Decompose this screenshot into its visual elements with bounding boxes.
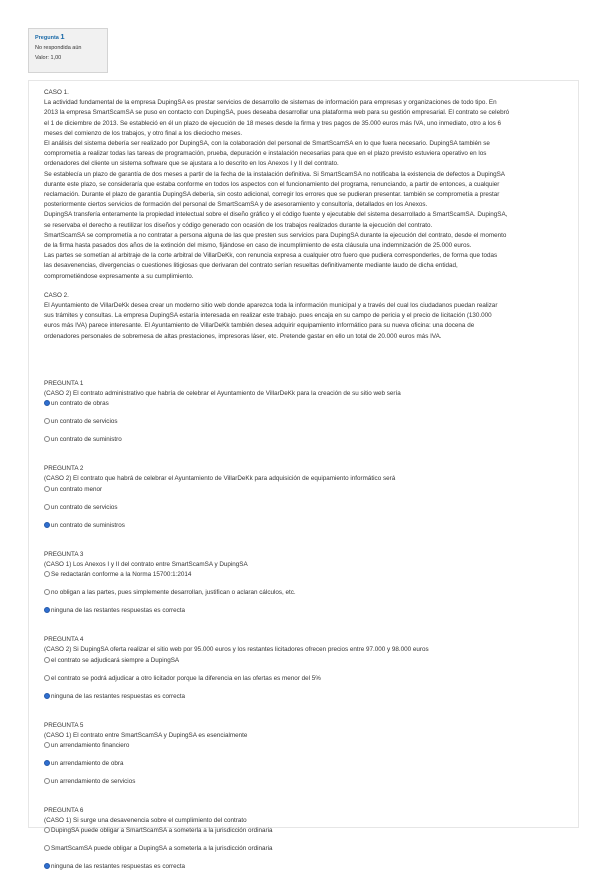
- paragraph-line: 2013 la empresa SmartScamSA se puso en contacto con DupingSA, pues deseaba desarrollar una plataforma web para su gestión empresarial. El contrato se celebró: [44, 109, 510, 117]
- case-1-text: [44, 98, 564, 282]
- paragraph-line: ordenadores del cliente un sistema software que se ajustara a lo descrito en los Anexos I y II del contrato.: [44, 160, 339, 168]
- question-title: PREGUNTA 5: [44, 721, 84, 729]
- paragraph-line: La actividad fundamental de la empresa DupingSA es prestar servicios de desarrollo de sistemas de información para empresas y organizaciones de todo tipo. En: [44, 99, 497, 107]
- answer-option-label: ninguna de las restantes respuestas es correcta: [51, 692, 186, 700]
- answer-option-label: un contrato de servicios: [51, 503, 118, 511]
- question-content: [44, 88, 564, 880]
- question-block: [44, 806, 564, 880]
- question-block: [44, 721, 564, 795]
- radio-icon[interactable]: [44, 571, 50, 577]
- question-title: PREGUNTA 2: [44, 465, 84, 473]
- answer-option-label: un arrendamiento de obra: [51, 759, 124, 767]
- answer-option-label: un contrato de obras: [51, 400, 109, 408]
- answer-option-label: un contrato menor: [51, 485, 103, 493]
- radio-icon[interactable]: [44, 675, 50, 681]
- question-text: (CASO 1) El contrato entre SmartScamSA y DupingSA es esencialmente: [44, 731, 248, 739]
- question-label: Pregunta: [35, 35, 59, 41]
- question-status: No respondida aún: [35, 45, 82, 52]
- radio-selected-icon[interactable]: [44, 863, 50, 869]
- answer-option-label: ninguna de las restantes respuestas es correcta: [51, 863, 186, 871]
- answer-option[interactable]: [44, 759, 564, 777]
- answer-option[interactable]: [44, 503, 564, 521]
- answer-option-label: un arrendamiento de servicios: [51, 777, 136, 785]
- answer-option-label: el contrato se podrá adjudicar a otro licitador porque la diferencia en las ofertas es menor del 5%: [51, 674, 321, 682]
- question-block: [44, 550, 564, 624]
- answer-option-label: el contrato se adjudicará siempre a DupingSA: [51, 656, 180, 664]
- paragraph-line: el 1 de diciembre de 2013. Se estableció en él un plazo de ejecución de 18 meses desde la firma y tres pagos de 35.000 euros más IVA, uno inmediato, otro a los 6: [44, 119, 502, 127]
- radio-icon[interactable]: [44, 589, 50, 595]
- paragraph-line: se reservaba el derecho a reutilizar los diseños y código generado con ocasión de los trabajos realizados durante la ejecución del contrato.: [44, 221, 433, 229]
- answer-option[interactable]: [44, 521, 564, 539]
- paragraph-line: euros más IVA) parece interesante. El Ayuntamiento de VillarDeKk también desea adquirir equipamiento informático para su nueva oficina: una docena de: [44, 322, 475, 330]
- radio-icon[interactable]: [44, 827, 50, 833]
- answer-option[interactable]: [44, 485, 564, 503]
- answer-option[interactable]: [44, 777, 564, 795]
- questions-list: [44, 342, 564, 880]
- answer-option-label: DupingSA puede obligar a SmartScamSA a someterla a la jurisdicción ordinaria: [51, 827, 273, 835]
- answer-option[interactable]: [44, 656, 564, 674]
- answer-option-label: SmartScamSA puede obligar a DupingSA a someterla a la jurisdicción ordinaria: [51, 845, 273, 853]
- paragraph-line: meses del comienzo de los trabajos, y otro final a los dieciocho meses.: [44, 129, 243, 137]
- question-title: PREGUNTA 1: [44, 379, 84, 387]
- question-block: [44, 635, 564, 709]
- question-number: [35, 32, 107, 43]
- answer-option[interactable]: [44, 570, 564, 588]
- radio-icon[interactable]: [44, 778, 50, 784]
- radio-icon[interactable]: [44, 845, 50, 851]
- paragraph-line: de la firma hasta pasados dos años de la extinción del mismo, fijándose en caso de incumplimiento de esta cláusula una indemnización de 25.000 euros.: [44, 242, 472, 250]
- paragraph-line: Las partes se sometían al arbitraje de la corte arbitral de VillarDeKk, con renuncia expresa a cualquier otro fuero que pudiera corresponderles, de forma que todas: [44, 252, 498, 260]
- radio-selected-icon[interactable]: [44, 607, 50, 613]
- radio-icon[interactable]: [44, 657, 50, 663]
- question-text: (CASO 2) Si DupingSA oferta realizar el sitio web por 95.000 euros y los restantes licitadores ofrecen precios entre 97.000 y 98.000 euros: [44, 646, 429, 654]
- answer-option-label: un contrato de servicios: [51, 418, 118, 426]
- radio-selected-icon[interactable]: [44, 693, 50, 699]
- question-text: (CASO 1) Los Anexos I y II del contrato entre SmartScamSA y DupingSA: [44, 560, 248, 568]
- paragraph-line: durante este plazo, se consideraría que estaba conforme en todos los aspectos con el funcionamiento del programa, renunciando, a partir de entonces, a cualquier: [44, 180, 500, 188]
- answer-option[interactable]: [44, 399, 564, 417]
- radio-icon[interactable]: [44, 486, 50, 492]
- paragraph-line: las desavenencias, divergencias o cuestiones litigiosas que derivaran del contrato serían resueltas definitivamente mediante laudo de dicha entidad,: [44, 262, 458, 270]
- answer-option[interactable]: [44, 417, 564, 435]
- answer-option[interactable]: [44, 606, 564, 624]
- paragraph-line: comprometiéndose expresamente a su cumplimiento.: [44, 272, 194, 280]
- paragraph-line: posteriormente ciertos servicios de formación del personal de SmartScamSA y de asesoramiento y consultoría, detallados en los Anexos.: [44, 201, 428, 209]
- question-number-value: 1: [60, 32, 65, 41]
- paragraph-line: reclamación. Durante el plazo de garantía DupingSA debería, sin costo adicional, corregir los errores que se pudieran presentar. también se comprometía a prestar: [44, 191, 500, 199]
- question-text: (CASO 2) El contrato administrativo que habría de celebrar el Ayuntamiento de VillarDeKk para la creación de su sitio web sería: [44, 390, 401, 398]
- paragraph-line: sus trámites y consultas. La empresa DupingSA estaría interesada en realizar este trabajo. pues encaja en su campo de pericia y el precio de licitación (130.000: [44, 312, 492, 320]
- radio-selected-icon[interactable]: [44, 400, 50, 406]
- paragraph-line: comprometía a realizar todas las tareas de programación, prueba, depuración e instalación necesarias para que en el plazo previsto estuviera operativo en los: [44, 150, 487, 158]
- case-2: [44, 291, 564, 342]
- paragraph-line: Se establecía un plazo de garantía de dos meses a partir de la fecha de la instalación definitiva. Si SmartScamSA no notificaba la existencia de defectos a DupingSA: [44, 170, 505, 178]
- case-1: [44, 88, 564, 282]
- radio-selected-icon[interactable]: [44, 760, 50, 766]
- question-value: Valor: 1,00: [35, 55, 62, 62]
- paragraph-line: El Ayuntamiento de VillarDeKk desea crear un moderno sitio web donde aparezca toda la información municipal y a través del cual los ciudadanos puedan realizar: [44, 302, 498, 310]
- answer-option[interactable]: [44, 674, 564, 692]
- question-block: [44, 379, 564, 453]
- radio-icon[interactable]: [44, 436, 50, 442]
- case-2-title: CASO 2.: [44, 291, 69, 299]
- answer-option-label: no obligan a las partes, pues simplemente desarrollan, justifican o aclaran cálculos, etc.: [51, 589, 296, 597]
- answer-option[interactable]: [44, 741, 564, 759]
- answer-option-label: Se redactarán conforme a la Norma 15700:1:2014: [51, 571, 192, 579]
- answer-option[interactable]: [44, 692, 564, 710]
- answer-option[interactable]: [44, 862, 564, 880]
- answer-option-label: un arrendamiento financiero: [51, 741, 130, 749]
- paragraph-line: SmartScamSA se comprometía a no contratar a persona alguna de las que presten sus servicios para DupingSA durante la ejecución del contrato, desde el momento: [44, 231, 507, 239]
- question-block: [44, 464, 564, 538]
- paragraph-line: DupingSA transfería enteramente la propiedad intelectual sobre el diseño gráfico y el código fuente y ejecutable del sistema desarrollado a SmartScamSA. DupingSA,: [44, 211, 508, 219]
- answer-option[interactable]: [44, 588, 564, 606]
- answer-option[interactable]: [44, 826, 564, 844]
- radio-selected-icon[interactable]: [44, 522, 50, 528]
- case-2-text: [44, 301, 564, 342]
- question-info-box: [28, 28, 108, 73]
- paragraph-line: ordenadores personales de sobremesa de altas prestaciones, impresoras láser, etc. Pretende gastar en ello un total de 20.000 euros más IVA.: [44, 332, 442, 340]
- question-title: PREGUNTA 6: [44, 806, 84, 814]
- radio-icon[interactable]: [44, 418, 50, 424]
- radio-icon[interactable]: [44, 504, 50, 510]
- paragraph-line: El análisis del sistema debería ser realizado por DupingSA, con la colaboración del personal de SmartScamSA en lo que fuera necesario. DupingSA también se: [44, 140, 490, 148]
- answer-option[interactable]: [44, 435, 564, 453]
- case-1-title: CASO 1.: [44, 89, 69, 96]
- answer-option-label: un contrato de suministros: [51, 521, 125, 529]
- question-title: PREGUNTA 4: [44, 636, 84, 644]
- answer-option-label: ninguna de las restantes respuestas es correcta: [51, 607, 186, 615]
- question-text: (CASO 2) El contrato que habrá de celebrar el Ayuntamiento de VillarDeKk para adquisición de equipamiento informático será: [44, 475, 396, 483]
- radio-icon[interactable]: [44, 742, 50, 748]
- question-title: PREGUNTA 3: [44, 550, 84, 558]
- answer-option[interactable]: [44, 844, 564, 862]
- question-text: (CASO 1) Si surge una desavenencia sobre el cumplimiento del contrato: [44, 817, 247, 825]
- answer-option-label: un contrato de suministro: [51, 436, 122, 444]
